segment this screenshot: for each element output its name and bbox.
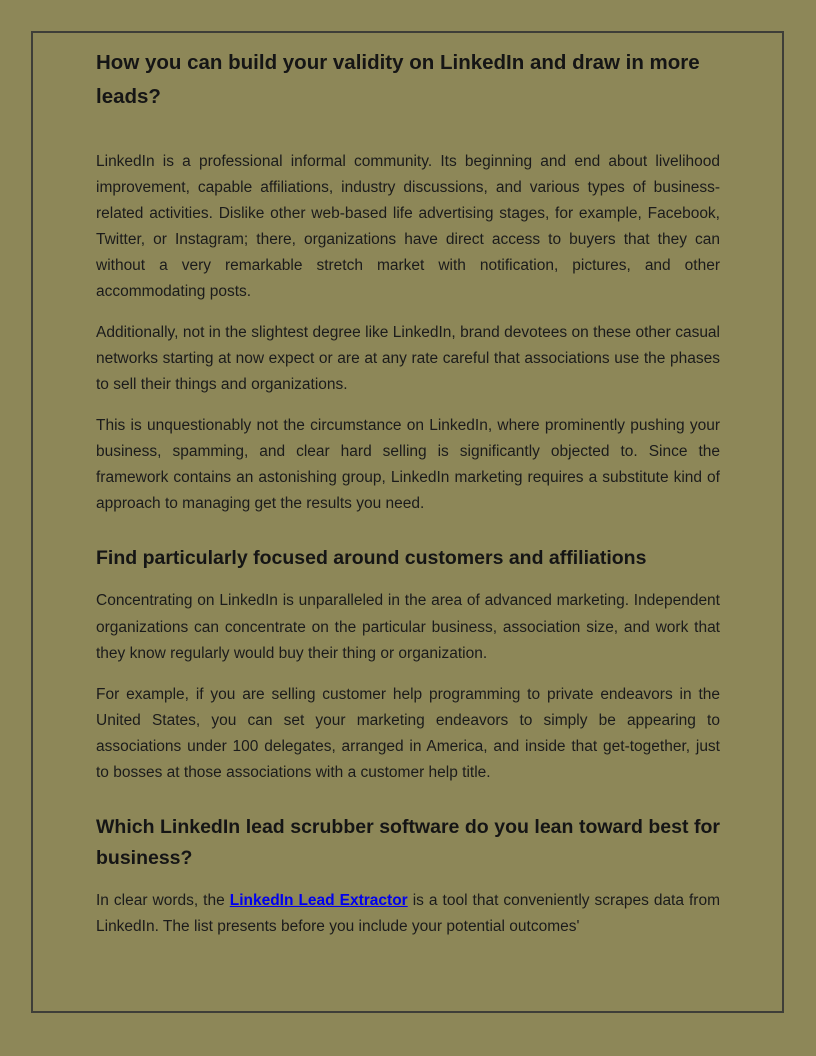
paragraph-not-circumstance: This is unquestionably not the circumstance on LinkedIn, where prominently pushing your business, spamming, and clear hard selling is significantly objected to. Since the framework contains an astonishing group, LinkedIn marketing requires a substitute kind of approach to managing get the results you need. xyxy=(96,417,720,513)
heading-lead-scrubber: Which LinkedIn lead scrubber software do you lean toward best for business? xyxy=(96,815,720,869)
paragraph-lead-extractor-prefix: In clear words, the xyxy=(96,892,230,910)
paragraph-concentrating: Concentrating on LinkedIn is unparalleled in the area of advanced marketing. Independent organizations can concentrate on the particular business, association size, and work that they know regularly would buy their thing or organization. xyxy=(96,592,720,662)
document-content xyxy=(96,46,720,940)
heading-focused-customers: Find particularly focused around customers and affiliations xyxy=(96,547,647,570)
paragraph-lead-extractor xyxy=(96,888,720,940)
linkedin-lead-extractor-link[interactable]: LinkedIn Lead Extractor xyxy=(229,892,408,910)
paragraph-lead-extractor-suffix: is a tool that conveniently scrapes data from LinkedIn. The list presents before you include your potential outcomes' xyxy=(96,892,720,936)
paragraph-linkedin-intro: LinkedIn is a professional informal community. Its beginning and end about livelihood improvement, capable affiliations, industry discussions, and various types of business-related activities. Dislike other web-based life advertising stages, for example, Facebook, Twitter, or Instagram; there, organizations have direct access to buyers that they can without a very remarkable stretch market with notification, pictures, and other accommodating posts. xyxy=(96,152,720,301)
paragraph-brand-devotees: Additionally, not in the slightest degree like LinkedIn, brand devotees on these other casual networks starting at now expect or are at any rate careful that associations use the phases to sell their things and organizations. xyxy=(96,324,720,394)
paragraph-for-example: For example, if you are selling customer help programming to private endeavors in the United States, you can set your marketing endeavors to simply be appearing to associations under 100 delegates, arranged in America, and inside that get-together, just to bosses at those associations with a customer help title. xyxy=(96,685,720,781)
heading-build-validity: How you can build your validity on LinkedIn and draw in more leads? xyxy=(96,51,700,109)
